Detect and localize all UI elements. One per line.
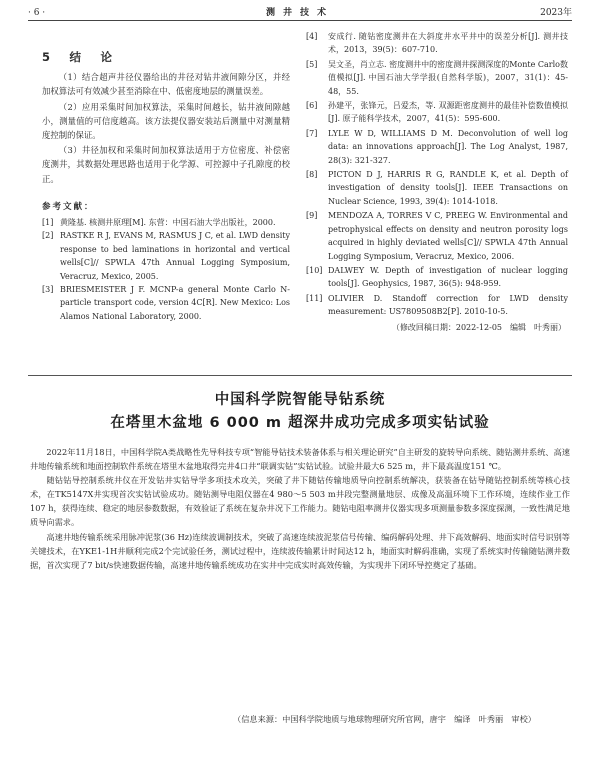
news-title-line-2: 在塔里木盆地 6 000 m 超深井成功完成多项实钻试验 bbox=[110, 415, 490, 431]
conclusion-heading: 5 结 论 bbox=[42, 50, 117, 64]
reference-item bbox=[306, 58, 568, 98]
reference-item bbox=[306, 168, 568, 208]
reference-text: OLIVIER D. Standoff correction for LWD density measurement: US7809508B2[P]. 2010-10-5. bbox=[328, 293, 568, 317]
right-column bbox=[306, 30, 568, 335]
reference-text: 黄隆基. 核测井原理[M]. 东营：中国石油大学出版社，2000. bbox=[60, 218, 276, 228]
running-header bbox=[28, 0, 572, 21]
reference-item bbox=[306, 127, 568, 167]
reference-text: PICTON D J, HARRIS R G, RANDLE K, et al. Depth of investigation of density tools[J]. IEEE Transactions on Nuclear Science, 1993, 39(4): 1014-1018. bbox=[328, 170, 568, 206]
reference-text: MENDOZA A, TORRES V C, PREEG W. Environmental and petrophysical effects on density and neutron porosity logs acquired in highly deviated wells[C]// SPWLA 47th Annual Logging Symposium, Veracruz, Mexico, 2006. bbox=[328, 211, 568, 261]
page-number: · 6 · bbox=[28, 8, 46, 18]
reference-number: [9] bbox=[306, 211, 318, 221]
news-body bbox=[30, 445, 570, 572]
reference-item bbox=[42, 283, 290, 323]
reference-text: BRIESMEISTER J F. MCNP-a general Monte Carlo N-particle transport code, version 4C[R]. New Mexico: Los Alamos National Laboratory, 2000. bbox=[60, 285, 290, 321]
references-heading: 参考文献： bbox=[42, 201, 95, 212]
reference-item bbox=[306, 30, 568, 57]
journal-name: 测井技术 bbox=[265, 8, 334, 18]
left-column bbox=[42, 30, 290, 323]
revision-editor-note: （修改回稿日期：2022-12-05 编辑 叶秀丽） bbox=[391, 322, 566, 332]
news-paragraph-3: 高速井地传输系统采用脉冲泥浆(36 Hz)连续波调制技术，突破了高速连续波泥浆信号传输、编码解码处理、井下高效解码、地面实时信号识别等关键技术，在YKE1-1H井顺利完成2个完试验任务，测试过程中，连续波传输累计时间达12 h，地面实时解码准确，实现了系统实时传输随钻测井数据，首次实现了7 bit/s快速数据传输，高速井地传输系统成功在实井中完成实时高效传输，为实现井下闭环导控奠定了基础。 bbox=[30, 531, 570, 570]
reference-number: [8] bbox=[306, 170, 318, 180]
reference-text: 吴文圣，肖立志. 密度测井中的密度测井探测深度的Monte Carlo数值模拟[J]. 中国石油大学学报(自然科学版)，2007，31(1)：45-48，55. bbox=[328, 59, 568, 96]
reference-number: [7] bbox=[306, 128, 318, 138]
reference-item bbox=[42, 229, 290, 283]
reference-item bbox=[306, 264, 568, 291]
news-paragraph-1: 2022年11月18日，中国科学院A类战略性先导科技专项“智能导钻技术装备体系与相关理论研究”自主研发的旋转导向系统、随钻测井系统、高速井地传输系统和地面控制软件系统在塔里木盆地取得完井4口井“联调实钻”实钻试验。试验井最大6 525 m，井下最高温度151 ℃。 bbox=[30, 447, 570, 472]
issue-year: 2023年 bbox=[540, 8, 572, 18]
conclusion-paragraph-1: （1）结合超声井径仪器给出的井径对钻井液间隙分区，并经加权算法可有效减少甚至消除在中、低密度地层的测量误差。 bbox=[42, 72, 290, 97]
reference-item bbox=[42, 216, 290, 229]
reference-item bbox=[306, 292, 568, 319]
reference-number: [3] bbox=[42, 285, 54, 295]
reference-text: 孙建平，张锋元，吕爱杰，等. 双源距密度测井的最佳补偿数值模拟[J]. 原子能科学技术，2007，41(5)：595-600. bbox=[328, 101, 568, 124]
reference-text: DALWEY W. Depth of investigation of nuclear logging tools[J]. Geophysics, 1987, 36(5): 948-959. bbox=[328, 265, 568, 289]
reference-number: [6] bbox=[306, 101, 318, 111]
reference-item bbox=[306, 209, 568, 263]
news-paragraph-2: 随钻钻导控制系统井仪在开发钻井实钻导学多项技术攻关，突破了井下随钻传输地质导向控制系统解决，获装备在钻导随钻控制系统等核心技术，在TK5147X井实现首次实钻试验成功。随钻测导电阻仪器在4 980～5 503 m井段完整测量地层、成像及高温环境下工作环境，连续作业工作 107 h，获得连续、稳定的地层参数数据，有效验证了系统在复杂井况下工作能力。随钻电阻率测井仪器实现多项测量参数多深度探测，一致性满足地质导向需求。 bbox=[30, 475, 570, 528]
reference-number: [10] bbox=[306, 265, 323, 275]
conclusion-paragraph-3: （3）井径加权和采集时间加权算法适用于方位密度、补偿密度测井，其数据处理思路也适用于化学源、可控源中子孔隙度的校正。 bbox=[42, 145, 290, 184]
reference-number: [4] bbox=[306, 32, 318, 41]
reference-item bbox=[306, 99, 568, 126]
reference-text: RASTKE R J, EVANS M, RASMUS J C, et al. LWD density response to bed laminations in horizontal and vertical wells[C]// SPWLA 47th Annual Logging Symposium, Veracruz, Mexico, 2005. bbox=[60, 231, 290, 281]
reference-number: [1] bbox=[42, 218, 54, 228]
reference-number: [5] bbox=[306, 59, 318, 69]
reference-number: [2] bbox=[42, 231, 54, 241]
news-title-line-1: 中国科学院智能导钻系统 bbox=[214, 392, 386, 408]
reference-text: LYLE W D, WILLIAMS D M. Deconvolution of well log data: an innovations approach[J]. The Log Analyst, 1987, 28(3): 321-327. bbox=[328, 128, 568, 165]
news-source: （信息来源：中国科学院地质与地球物理研究所官网，唐宇 编译 叶秀丽 审校） bbox=[233, 714, 536, 724]
reference-number: [11] bbox=[306, 293, 323, 303]
reference-text: 安成行. 随钻密度测井在大斜度井水平井中的误差分析[J]. 测井技术，2013，39(5)：607-710. bbox=[328, 32, 568, 55]
conclusion-paragraph-2: （2）应用采集时间加权算法，采集时间越长，钻井液间隙越小，测量值的可信度越高。该方法提仪器安装站后测量中对测量精度控制的保证。 bbox=[42, 101, 290, 141]
section-divider bbox=[28, 375, 572, 376]
